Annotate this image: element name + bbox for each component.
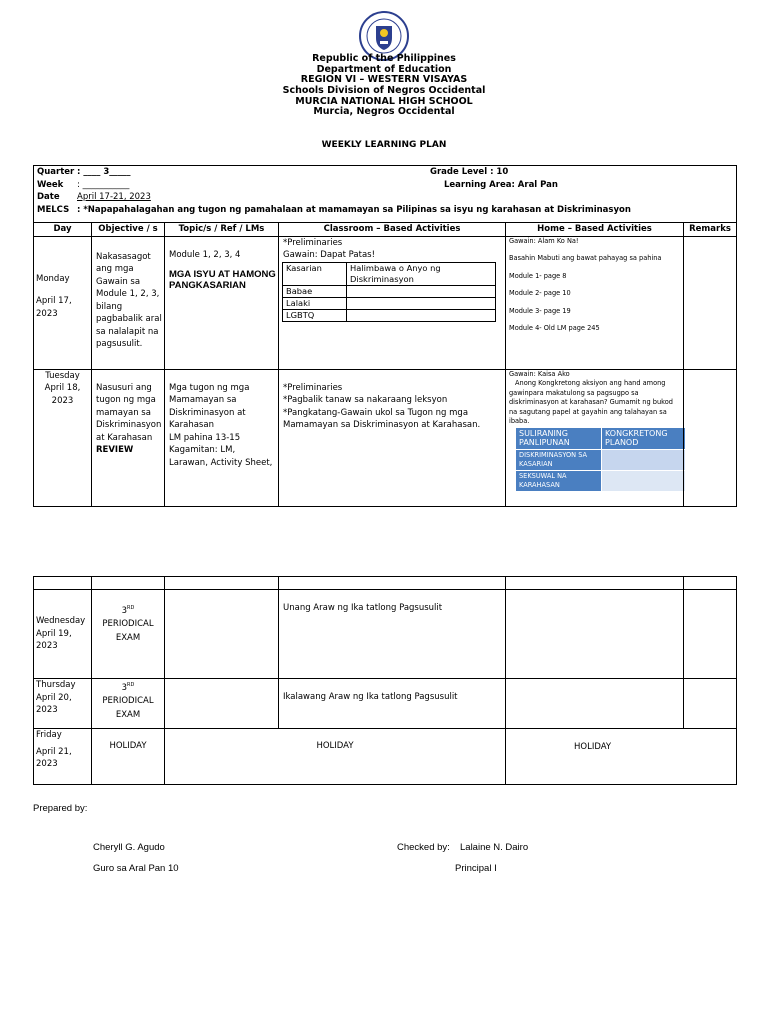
header-region: REGION VI – WESTERN VISAYAS — [300, 74, 468, 85]
table-row — [34, 236, 737, 369]
week-label: Week — [37, 179, 64, 190]
halimbawa-header: Halimbawa o Anyo ng Diskriminasyon — [347, 262, 496, 285]
exam-table — [33, 576, 737, 785]
thursday-ordinal-suffix: RD — [127, 682, 135, 688]
tuesday-class-1: *Preliminaries — [283, 382, 343, 393]
thursday-activity: Ikalawang Araw ng Ika tatlong Pagsusulit — [283, 692, 458, 702]
monday-home-module-1: Module 1- page 8 — [509, 271, 567, 280]
table-row — [34, 590, 737, 679]
melcs-value: : *Napapahalagahan ang tugon ng pamahalaan at mamamayan sa Pilipinas sa isyu ng karahasan at Diskriminasyon — [77, 204, 631, 215]
col-topic: Topic/s / Ref / LMs — [165, 223, 279, 237]
prepared-by-label: Prepared by: — [33, 803, 88, 814]
col-home: Home – Based Activities — [506, 223, 684, 237]
row-lalaki: Lalaki — [283, 297, 347, 309]
thursday-date: April 20, 2023 — [36, 692, 72, 715]
tuesday-objective-bold: REVIEW — [96, 445, 134, 455]
quarter-value: : ____ 3_____ — [77, 167, 131, 177]
date-value: April 17-21, 2023 — [77, 192, 151, 202]
tuesday-home-instruction: Anong Kongkretong aksiyon ang hand among gawinpara makatulong sa pagsugpo sa diskriminasyon at karahasan? Gumamit ng bukod na sagutang papel at gayahin ang talahayan sa ibaba. — [509, 379, 673, 425]
kasarian-table — [282, 262, 496, 322]
table-row — [34, 729, 737, 785]
info-block — [34, 166, 737, 223]
monday-topic: Module 1, 2, 3, 4 — [169, 249, 241, 260]
table-row — [34, 679, 737, 729]
friday-date: April 21, 2023 — [36, 746, 72, 769]
table-row — [34, 369, 737, 506]
learning-area: Learning Area: Aral Pan — [444, 179, 558, 190]
tuesday-objective: Nasusuri ang tugon ng mga mamayan sa Diskriminasyon at Karahasan — [96, 382, 162, 443]
col-classroom: Classroom – Based Activities — [279, 223, 506, 237]
col-day: Day — [34, 223, 92, 237]
quarter-label: Quarter — [37, 167, 75, 177]
tuesday-topic-kagamitan: Kagamitan: LM, Larawan, Activity Sheet, — [169, 445, 273, 468]
monday-home-instruction: Basahin Mabuti ang bawat pahayag sa pahina — [509, 254, 662, 262]
row-lgbtq: LGBTQ — [283, 309, 347, 321]
suliranin-header: SULIRANING PANLIPUNAN — [516, 427, 602, 449]
tuesday-class-2: *Pagbalik tanaw sa nakaraang leksyon — [283, 395, 448, 405]
kongkretong-table — [515, 427, 686, 492]
thursday-objective: PERIODICAL EXAM — [102, 696, 154, 721]
tuesday-day: Tuesday — [45, 370, 80, 381]
melcs-label: MELCS — [37, 204, 70, 215]
tuesday-date: April 18, 2023 — [44, 383, 81, 406]
monday-home-module-2: Module 2- page 10 — [509, 289, 571, 297]
thursday-day: Thursday — [36, 680, 76, 690]
wednesday-day: Wednesday — [36, 616, 86, 626]
friday-day: Friday — [36, 730, 62, 740]
monday-day: Monday — [36, 273, 70, 284]
row-seksuwal: SEKSUWAL NA KARAHASAN — [516, 470, 602, 491]
teacher-name: Cheryll G. Agudo — [93, 842, 165, 853]
header-republic: Republic of the Philippines — [312, 53, 456, 64]
tuesday-topic: Mga tugon ng mga Mamamayan sa Diskriminasyon at Karahasan — [169, 382, 250, 430]
monday-home-gawain: Gawain: Alam Ko Na! — [509, 236, 579, 245]
header-school: MURCIA NATIONAL HIGH SCHOOL — [295, 96, 473, 107]
wednesday-ordinal-suffix: RD — [127, 605, 135, 611]
tuesday-home-gawain: Gawain: Kaisa Ako — [509, 369, 570, 378]
col-objective: Objective / s — [92, 223, 165, 237]
row-diskriminasyon: DISKRIMINASYON SA KASARIAN — [516, 449, 602, 470]
col-remarks: Remarks — [684, 223, 737, 237]
wednesday-ordinal: 3 — [121, 605, 128, 616]
monday-home-module-4: Module 4- Old LM page 245 — [509, 324, 600, 332]
header-department: Department of Education — [316, 64, 452, 75]
monday-topic-bold: MGA ISYU AT HAMONG PANGKASARIAN — [169, 269, 276, 291]
teacher-title: Guro sa Aral Pan 10 — [93, 863, 179, 874]
row-babae: Babae — [283, 285, 347, 297]
tuesday-topic-lm: LM pahina 13-15 — [169, 432, 241, 443]
wednesday-date: April 19, 2023 — [36, 628, 72, 651]
wednesday-objective: PERIODICAL EXAM — [102, 619, 154, 644]
friday-holiday-home: HOLIDAY — [574, 742, 612, 752]
wednesday-activity: Unang Araw ng Ika tatlong Pagsusulit — [283, 603, 443, 613]
header-division: Schools Division of Negros Occidental — [282, 85, 486, 96]
week-value: : ___________ — [77, 179, 130, 190]
grade-level: Grade Level : 10 — [430, 167, 509, 177]
thursday-ordinal: 3 — [121, 682, 128, 693]
lesson-plan-table — [33, 165, 737, 507]
principal-title: Principal I — [455, 863, 497, 874]
tuesday-class-3: *Pangkatang-Gawain ukol sa Tugon ng mga Mamamayan sa Diskriminasyon at Karahasan. — [283, 407, 481, 430]
page-title: WEEKLY LEARNING PLAN — [321, 140, 447, 150]
monday-home-module-3: Module 3- page 19 — [509, 306, 571, 315]
friday-holiday-classroom: HOLIDAY — [316, 741, 354, 751]
kasarian-header: Kasarian — [283, 262, 347, 285]
plano-header: KONGKRETONG PLANOD — [602, 427, 686, 449]
monday-gawain: Gawain: Dapat Patas! — [283, 250, 375, 260]
date-label: Date — [37, 192, 60, 202]
friday-holiday-objective: HOLIDAY — [109, 741, 147, 751]
monday-date: April 17, 2023 — [36, 296, 72, 319]
principal-name: Lalaine N. Dairo — [460, 842, 529, 853]
monday-prelim: *Preliminaries — [283, 237, 343, 248]
monday-objective: Nakasasagot ang mga Gawain sa Module 1, 2, 3, bilang pagbabalik aral sa nalalapit na pagsusulit. — [96, 251, 162, 349]
header-address: Murcia, Negros Occidental — [313, 106, 455, 117]
checked-by-label: Checked by: — [397, 842, 450, 853]
